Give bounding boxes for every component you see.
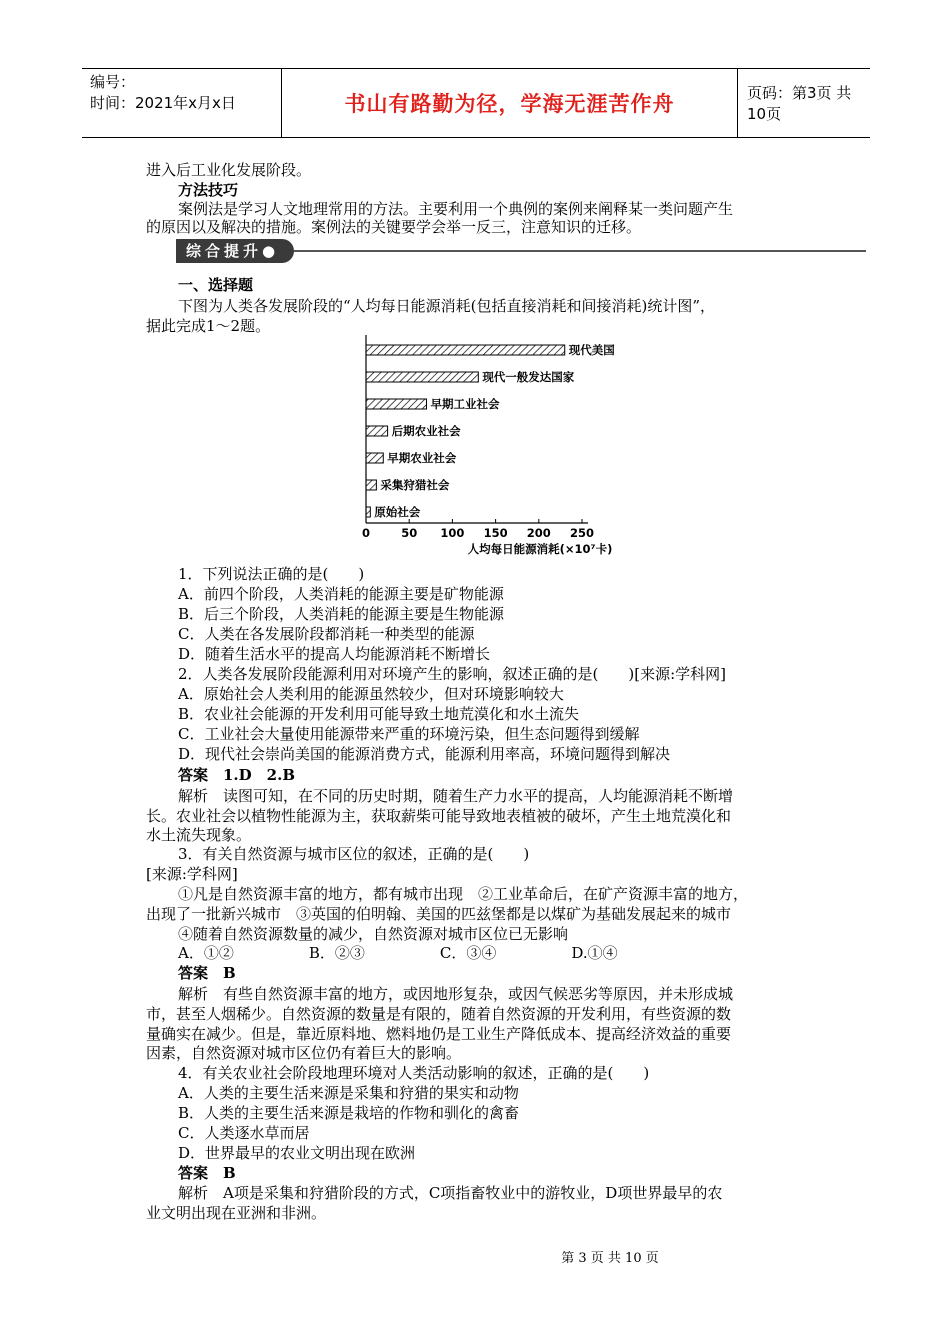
text-line: 的原因以及解决的措施。案例法的关键要学会举一反三，注意知识的迁移。	[146, 218, 642, 236]
answer-line: 答案 1.D 2.B	[178, 766, 296, 784]
question-line: A．原始社会人类利用的能源虽然较少，但对环境影响较大	[178, 685, 564, 703]
question-line: C．人类逐水草而居	[178, 1124, 310, 1142]
text-line: 进入后工业化发展阶段。	[146, 161, 312, 179]
intro-line: 下图为人类各发展阶段的“人均每日能源消耗(包括直接消耗和间接消耗)统计图”，	[178, 297, 716, 315]
question-line: ①凡是自然资源丰富的地方，都有城市出现 ②工业革命后，在矿产资源丰富的地方，	[178, 885, 749, 903]
bar	[366, 507, 370, 517]
method-title: 方法技巧	[178, 181, 239, 199]
part-title: 一、选择题	[178, 276, 254, 294]
question-line: 2．人类各发展阶段能源利用对环境产生的影响，叙述正确的是( )[来源:学科网]	[178, 665, 727, 683]
header-page: 页码：第3页 共10页	[747, 84, 852, 123]
x-tick-label: 200	[526, 526, 551, 540]
question-line: ④随着自然资源数量的减少，自然资源对城市区位已无影响	[178, 925, 569, 943]
footer-text: 第 3 页 共 10 页	[561, 1251, 659, 1266]
question-line: 出现了一批新兴城市 ③英国的伯明翰、美国的匹兹堡都是以煤矿为基础发展起来的城市	[146, 905, 732, 923]
x-tick-label: 250	[569, 526, 595, 540]
question-line: B．农业社会能源的开发利用可能导致土地荒漠化和水土流失	[178, 705, 580, 723]
bar-label: 后期农业社会	[391, 424, 461, 438]
explanation-line: 量确实在减少。但是，靠近原料地、燃料地仍是工业生产降低成本、提高经济效益的重要	[146, 1025, 732, 1043]
x-tick-label: 100	[440, 526, 465, 540]
explanation-line: 解析 A项是采集和狩猎阶段的方式，C项指畜牧业中的游牧业，D项世界最早的农	[178, 1184, 723, 1202]
bar-label: 现代美国	[568, 343, 615, 357]
intro-line: 据此完成1～2题。	[146, 317, 271, 335]
question-line: A．前四个阶段，人类消耗的能源主要是矿物能源	[178, 585, 504, 603]
explanation-line: 长。农业社会以植物性能源为主，获取薪柴可能导致地表植被的破坏，产生土地荒漠化和	[146, 807, 732, 825]
bar-label: 现代一般发达国家	[482, 370, 575, 384]
energy-bar-chart	[340, 335, 640, 560]
question-line: B．后三个阶段，人类消耗的能源主要是生物能源	[178, 605, 505, 623]
question-line: C．工业社会大量使用能源带来严重的环境污染，但生态问题得到缓解	[178, 725, 640, 743]
date-label: 时间：2021年x月x日	[90, 94, 236, 112]
section-banner	[176, 239, 876, 263]
question-line: [来源:学科网]	[146, 865, 238, 883]
question-line: A．①② B．②③ C．③④ D.①④	[178, 944, 618, 962]
explanation-line: 因素，自然资源对城市区位仍有着巨大的影响。	[146, 1044, 462, 1062]
bar	[366, 480, 376, 490]
x-tick-label: 150	[483, 526, 508, 540]
explanation-line: 市，甚至人烟稀少。自然资源的数量是有限的，随着自然资源的开发利用，有些资源的数	[146, 1005, 732, 1023]
explanation-line: 业文明出现在亚洲和非洲。	[146, 1204, 327, 1222]
x-tick-label: 0	[361, 526, 371, 540]
question-line: C．人类在各发展阶段都消耗一种类型的能源	[178, 625, 475, 643]
question-line: D．现代社会崇尚美国的能源消费方式，能源利用率高，环境问题得到解决	[178, 745, 671, 763]
question-line: D．世界最早的农业文明出现在欧洲	[178, 1144, 416, 1162]
question-line: 4．有关农业社会阶段地理环境对人类活动影响的叙述，正确的是( )	[178, 1064, 650, 1082]
page-header	[82, 68, 870, 138]
bar	[366, 453, 383, 463]
bar	[366, 345, 565, 355]
header-motto: 书山有路勤为径，学海无涯苦作舟	[282, 69, 738, 137]
answer-line: 答案 B	[178, 964, 236, 982]
bar-label: 原始社会	[374, 505, 421, 519]
explanation-line: 解析 读图可知，在不同的历史时期，随着生产力水平的提高，人均能源消耗不断增	[178, 787, 734, 805]
bar	[366, 426, 388, 436]
bar-label: 早期农业社会	[387, 451, 457, 465]
text-line: 案例法是学习人文地理常用的方法。主要利用一个典例的案例来阐释某一类问题产生	[178, 200, 734, 218]
code-label: 编号：	[90, 73, 136, 91]
bar	[366, 372, 478, 382]
answer-line: 答案 B	[178, 1164, 236, 1182]
page-footer	[0, 1247, 950, 1266]
section-banner-label: 综合提升●	[176, 239, 294, 263]
question-line: B．人类的主要生活来源是栽培的作物和驯化的禽畜	[178, 1104, 520, 1122]
header-meta	[82, 69, 282, 137]
x-axis-label: 人均每日能源消耗(×10⁷卡)	[467, 542, 613, 556]
explanation-line: 水土流失现象。	[146, 826, 252, 844]
banner-divider	[294, 250, 866, 252]
question-line: A．人类的主要生活来源是采集和狩猎的果实和动物	[178, 1084, 519, 1102]
x-tick-label: 50	[401, 526, 418, 540]
bar	[366, 399, 426, 409]
explanation-line: 解析 有些自然资源丰富的地方，或因地形复杂，或因气候恶劣等原因，并未形成城	[178, 985, 734, 1003]
question-line: 3．有关自然资源与城市区位的叙述，正确的是( )	[178, 845, 530, 863]
bar-label: 早期工业社会	[430, 397, 500, 411]
question-line: D．随着生活水平的提高人均能源消耗不断增长	[178, 645, 491, 663]
bar-label: 采集狩猎社会	[380, 478, 450, 492]
question-line: 1．下列说法正确的是( )	[178, 565, 365, 583]
